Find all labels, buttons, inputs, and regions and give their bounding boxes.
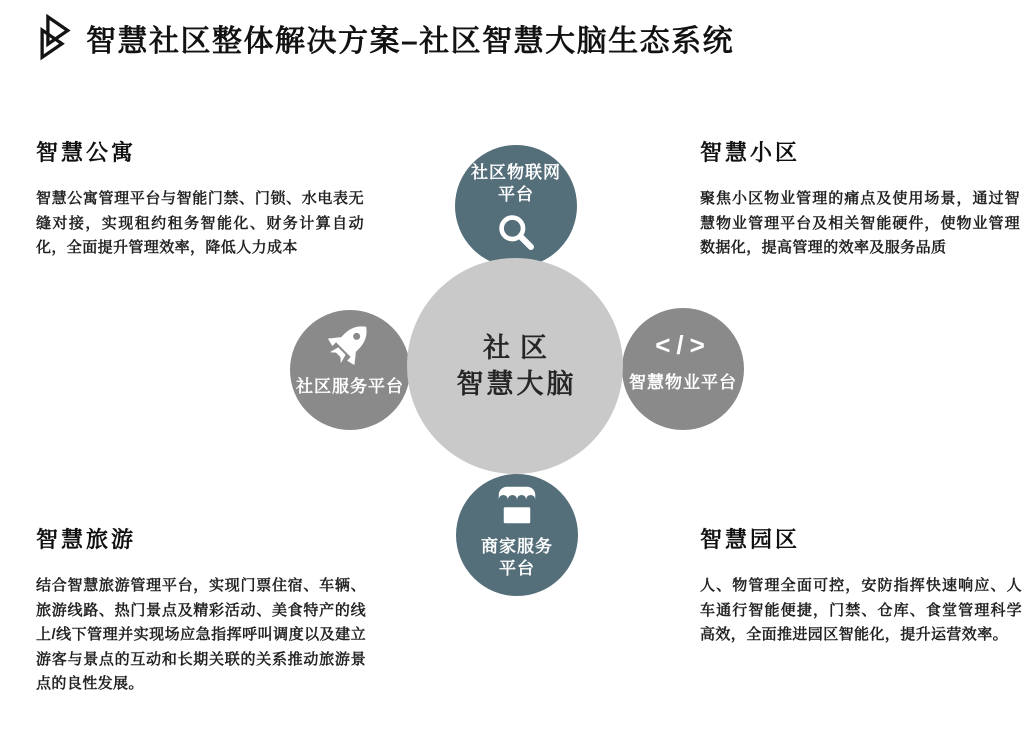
node-merchant-service-platform-label-line1: 商家服务 [481, 537, 553, 556]
section-smart-residential [700, 136, 1020, 261]
node-merchant-service-platform [456, 474, 578, 596]
header [38, 13, 734, 62]
node-iot-platform-label-line1: 社区物联网 [471, 163, 561, 182]
double-triangle-logo-icon [38, 13, 71, 62]
page-title: 智慧社区整体解决方案–社区智慧大脑生态系统 [86, 24, 735, 58]
node-iot-platform [455, 145, 577, 267]
node-community-service-platform [290, 310, 410, 430]
section-title-smart-tourism: 智慧旅游 [36, 527, 137, 552]
section-title-smart-park: 智慧园区 [700, 527, 801, 552]
center-label-line2: 智慧大脑 [456, 369, 577, 399]
code-icon: </> [655, 330, 711, 360]
magnifier-icon [496, 212, 537, 258]
section-title-smart-apartment: 智慧公寓 [36, 140, 137, 165]
node-property-platform-label [629, 372, 737, 394]
node-property-platform [622, 308, 744, 430]
node-iot-platform-label-line2: 平台 [498, 185, 534, 204]
storefront-icon [495, 484, 539, 531]
node-community-smart-brain [407, 258, 623, 474]
section-body-smart-residential: 聚焦小区物业管理的痛点及使用场景，通过智慧物业管理平台及相关智能硬件，使物业管理数据化，提高管理的效率及服务品质 [700, 190, 1020, 256]
section-smart-tourism [36, 523, 366, 697]
rocket-icon [325, 318, 375, 373]
section-body-smart-tourism: 结合智慧旅游管理平台，实现门票住宿、车辆、旅游线路、热门景点及精彩活动、美食特产的线上/线下管理并实现场应急指挥呼叫调度以及建立游客与景点的互动和长期关联的关系推动旅游景点的良性发展。 [36, 577, 366, 692]
node-community-service-platform-label-line1: 社区服务平台 [296, 377, 404, 396]
section-body-smart-park: 人、物管理全面可控，安防指挥快速响应、人车通行智能便捷，门禁、仓库、食堂管理科学高效，全面推进园区智能化，提升运营效率。 [700, 577, 1022, 643]
section-title-smart-residential: 智慧小区 [700, 140, 801, 165]
node-iot-platform-label [471, 162, 561, 206]
node-community-service-platform-label [296, 376, 404, 398]
section-body-smart-apartment: 智慧公寓管理平台与智能门禁、门锁、水电表无缝对接，实现租约租务智能化、财务计算自动化，全面提升管理效率，降低人力成本 [36, 190, 364, 256]
node-property-platform-label-line1: 智慧物业平台 [629, 373, 737, 392]
node-merchant-service-platform-label-line2: 平台 [499, 559, 535, 578]
center-label-line1: 社区 [483, 333, 557, 363]
section-smart-park [700, 523, 1022, 648]
section-smart-apartment [36, 136, 364, 261]
node-merchant-service-platform-label [481, 536, 553, 580]
